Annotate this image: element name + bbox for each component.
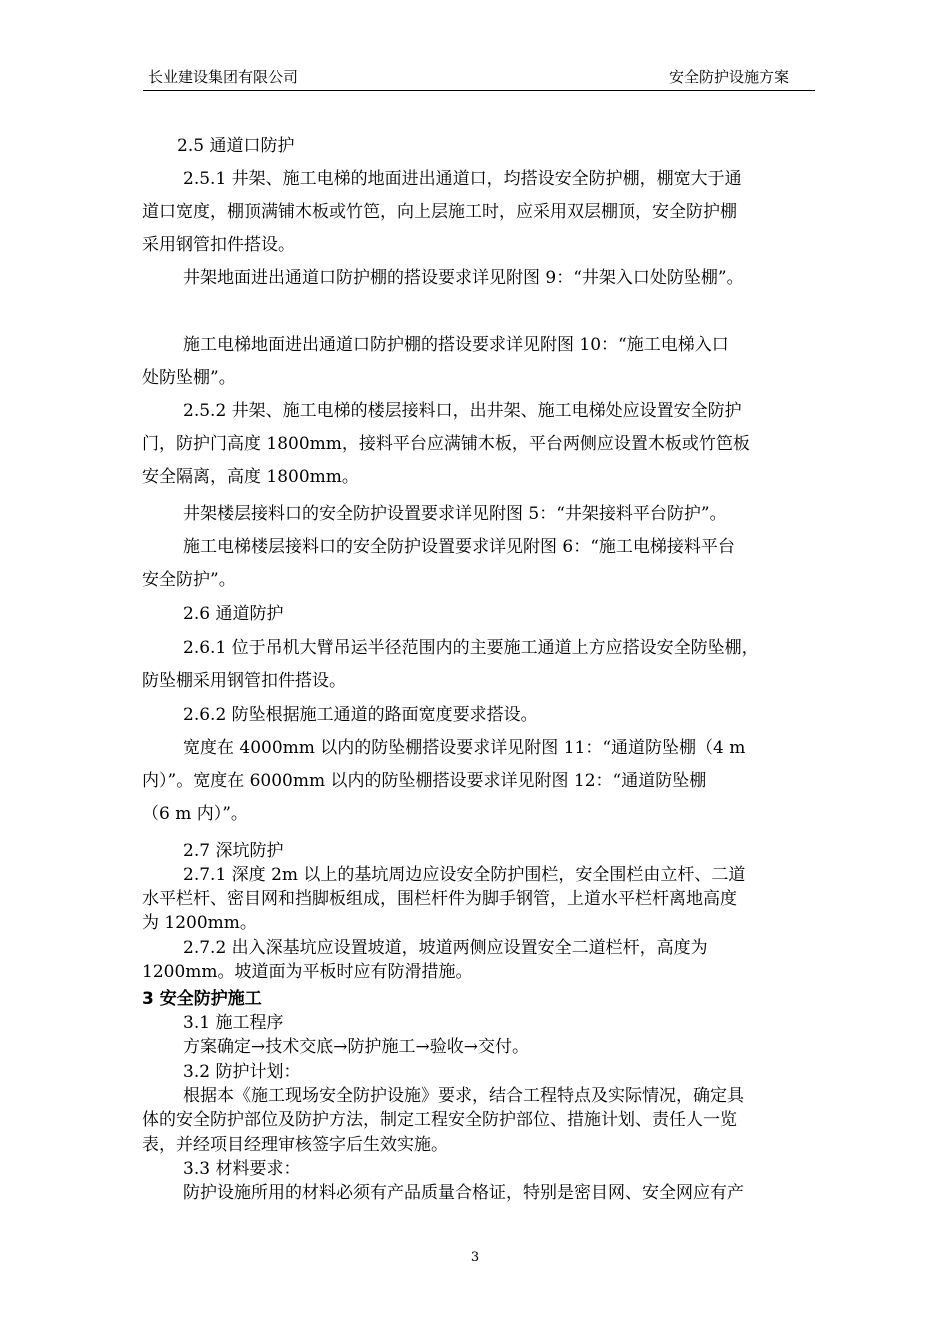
chapter-heading-3: 3 安全防护施工 [142, 989, 262, 1009]
paragraph-line: 宽度在 4000mm 以内的防坠棚搭设要求详见附图 11：“通道防坠棚（4 m [183, 738, 746, 758]
paragraph-line: 2.6.1 位于吊机大臂吊运半径范围内的主要施工通道上方应搭设安全防坠棚， [183, 638, 759, 658]
paragraph-line: 体的安全防护部位及防护方法，制定工程安全防护部位、措施计划、责任人一览 [142, 1110, 737, 1130]
paragraph-line: 安全防护”。 [142, 570, 236, 590]
section-heading-3-3: 3.3 材料要求： [183, 1159, 301, 1179]
paragraph-line: 水平栏杆、密目网和挡脚板组成，围栏杆件为脚手钢管，上道水平栏杆离地高度 [142, 889, 737, 909]
paragraph-line: 处防坠棚”。 [142, 368, 236, 388]
page-number: 3 [470, 1250, 480, 1265]
paragraph-line: 2.5.2 井架、施工电梯的楼层接料口，出井架、施工电梯处应设置安全防护 [183, 401, 742, 421]
section-heading-2-6: 2.6 通道防护 [183, 604, 284, 624]
paragraph-line: 根据本《施工现场安全防护设施》要求，结合工程特点及实际情况，确定具 [183, 1086, 744, 1106]
paragraph-line: 方案确定→技术交底→防护施工→验收→交付。 [183, 1037, 529, 1057]
paragraph-line: （6 m 内）”。 [142, 804, 248, 824]
paragraph-line: 防护设施所用的材料必须有产品质量合格证，特别是密目网、安全网应有产 [183, 1183, 744, 1203]
paragraph-line: 2.7.1 深度 2m 以上的基坑周边应设安全防护围栏，安全围栏由立杆、二道 [183, 865, 746, 885]
paragraph-line: 井架楼层接料口的安全防护设置要求详见附图 5：“井架接料平台防护”。 [183, 504, 727, 524]
paragraph-line: 门，防护门高度 1800mm，接料平台应满铺木板，平台两侧应设置木板或竹笆板 [142, 434, 750, 454]
header-company: 长业建设集团有限公司 [148, 68, 299, 86]
paragraph-line: 2.6.2 防坠根据施工通道的路面宽度要求搭设。 [183, 705, 538, 725]
paragraph-line: 道口宽度，棚顶满铺木板或竹笆，向上层施工时，应采用双层棚顶，安全防护棚 [142, 202, 737, 222]
paragraph-line: 采用钢管扣件搭设。 [142, 235, 295, 255]
paragraph-line: 施工电梯地面进出通道口防护棚的搭设要求详见附图 10：“施工电梯入口 [183, 335, 729, 355]
paragraph-line: 2.5.1 井架、施工电梯的地面进出通道口，均搭设安全防护棚，棚宽大于通 [183, 169, 742, 189]
paragraph-line: 2.7.2 出入深基坑应设置坡道，坡道两侧应设置安全二道栏杆，高度为 [183, 938, 708, 958]
paragraph-line: 为 1200mm。 [142, 913, 257, 933]
paragraph-line: 防坠棚采用钢管扣件搭设。 [142, 671, 346, 691]
paragraph-line: 安全隔离，高度 1800mm。 [142, 467, 359, 487]
paragraph-line: 表，并经项目经理审核签字后生效实施。 [142, 1135, 448, 1155]
section-heading-2-7: 2.7 深坑防护 [183, 841, 284, 861]
section-heading-3-2: 3.2 防护计划： [183, 1062, 301, 1082]
page-header [143, 64, 815, 91]
section-heading-3-1: 3.1 施工程序 [183, 1013, 284, 1033]
header-doc-title: 安全防护设施方案 [668, 68, 789, 86]
section-heading-2-5: 2.5 通道口防护 [177, 136, 295, 156]
paragraph-line: 施工电梯楼层接料口的安全防护设置要求详见附图 6：“施工电梯接料平台 [183, 537, 735, 557]
paragraph-line: 井架地面进出通道口防护棚的搭设要求详见附图 9：“井架入口处防坠棚”。 [183, 268, 744, 288]
paragraph-line: 1200mm。坡道面为平板时应有防滑措施。 [142, 962, 473, 982]
paragraph-line: 内）”。宽度在 6000mm 以内的防坠棚搭设要求详见附图 12：“通道防坠棚 [142, 771, 707, 791]
